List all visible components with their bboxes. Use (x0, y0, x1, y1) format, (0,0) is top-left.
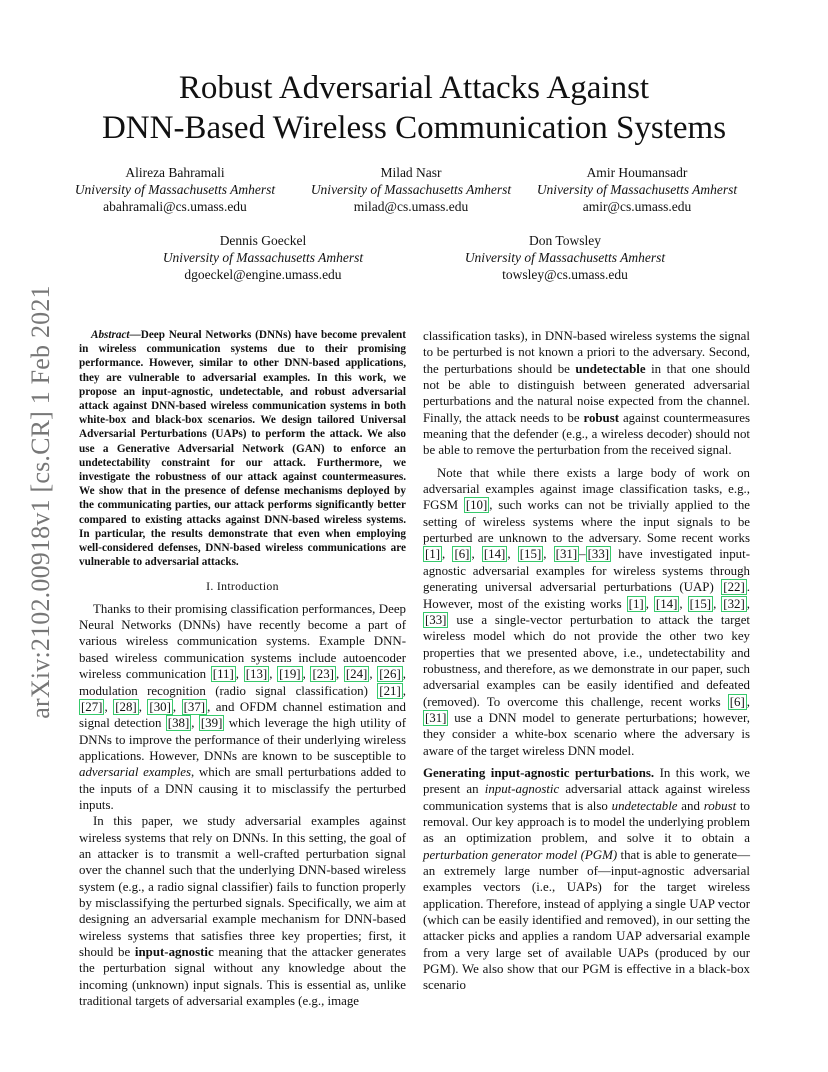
section-heading: I. Introduction (206, 579, 279, 594)
citation-link[interactable]: [10] (465, 498, 488, 513)
citation-link[interactable]: [15] (519, 547, 542, 562)
arxiv-id: arXiv:2102.00918v1 [cs.CR] 1 Feb 2021 (26, 285, 55, 719)
author-email: dgoeckel@engine.umass.edu (184, 267, 342, 282)
citation-link[interactable]: [15] (689, 596, 712, 611)
author-email: towsley@cs.umass.edu (502, 267, 628, 282)
citation-link[interactable]: [14] (655, 596, 678, 611)
author-name: Amir Houmansadr (586, 165, 688, 180)
author-affiliation: University of Massachusetts Amherst (310, 182, 512, 197)
citation-link[interactable]: [39] (200, 716, 223, 731)
paragraph-heading: Generating input-agnostic perturbations. (423, 765, 655, 780)
citation-link[interactable]: [31] (555, 547, 578, 562)
author-email: milad@cs.umass.edu (353, 199, 469, 214)
citation-link[interactable]: [26] (379, 667, 401, 682)
abstract (79, 328, 406, 569)
intro-paragraph-4: Generating input-agnostic perturbations. In this work, we present an input-agnostic adversarial attack against wireless communication systems that is also undetectable and robust to removal. Our key approach is to model the underlying problem as an optimization problem, and solve it to obtain a perturbation generator model (PGM) that is able to generate—an extremely large number of—input-agnostic adversarial examples vectors (i.e., UAPs) for the target wireless application. Therefore, instead of applying a single UAP vector (which can be easily identified and removed), in our setting the attacker picks and applies a random UAP adversarial example from a very large set of available UAPs (produced by our PGM). We also show that our PGM is effective in a black-box scenario (423, 765, 751, 993)
citation-link[interactable]: [1] (425, 547, 441, 562)
citation-link[interactable]: [28] (115, 699, 137, 714)
intro-paragraph-2: In this paper, we study adversarial examples against wireless systems that rely on DNNs. In this setting, the goal of an attacker is to transmit a well-crafted perturbation signal over the channel such that the underlying DNN-based wireless system (e.g., a radio signal classifier) fails to function properly by misclassifying the perturbed signals. Specifically, we aim at designing an adversarial example mechanism for DNN-based wireless systems that satisfies three key properties; first, it should be input-agnostic meaning that the attacker generates the perturbation signal without any knowledge about the incoming (unknown) input signals. This is essential as, unlike traditional targets of adversarial examples (e.g., image (79, 814, 406, 1009)
title-line-1: Robust Adversarial Attacks Against (178, 70, 650, 106)
author-block (445, 232, 685, 283)
right-column (423, 328, 750, 994)
arxiv-sidebar (20, 285, 62, 719)
abstract-text: —Deep Neural Networks (DNNs) have become prevalent in wireless communication systems due to their promising performance. However, similar to other DNN-based applications, they are vulnerable to adversarial examples. In this work, we propose an input-agnostic, undetectable, and robust adversarial attack against DNN-based wireless communication systems in both white-box and black-box scenarios. We design tailored Universal Adversarial Perturbations (UAPs) to perform the attack. We also use a Generative Adversarial Network (GAN) to enforce an undetectability constraint for our attack. Furthermore, we investigate the robustness of our attack against countermeasures. We show that in the presence of defense mechanisms deployed by the communicating parties, our attack performs significantly better compared to existing attacks against DNN-based wireless systems. In particular, the results demonstrate that even when employing well-considered defenses, DNN-based wireless communications are vulnerable to adversarial attacks. (79, 329, 406, 569)
citation-link[interactable]: [37] (183, 699, 206, 714)
citation-link[interactable]: [13] (245, 667, 268, 682)
citation-link[interactable]: [27] (81, 699, 103, 714)
intro-paragraph-1: Thanks to their promising classification performances, Deep Neural Networks (DNNs) have recently become a part of various wireless communication systems. Example DNN-based wireless communication systems include autoencoder wireless communication [11] , [13] , [19] , [23] , [24] , [26] , modulation recognition (radio signal classification) [21] , [27] , [28] , [30] , [37] , and OFDM channel estimation and signal detection [38] , [39] which leverage the high utility of DNNs to improve the performance of their underlying wireless applications. However, DNNs are known to be susceptible to adversarial examples, which are small perturbations added to the inputs of a DNN causing it to misclassify the perturbed inputs. (79, 601, 407, 812)
citation-link[interactable]: [31] (425, 710, 447, 725)
citation-link[interactable]: [19] (279, 667, 301, 682)
citation-link[interactable]: [11] (212, 667, 234, 682)
author-name: Don Towsley (529, 233, 601, 248)
citation-link[interactable]: [33] (587, 547, 610, 562)
author-block (55, 164, 295, 215)
citation-link[interactable]: [23] (312, 667, 334, 682)
citation-link[interactable]: [14] (483, 547, 506, 562)
author-block (291, 164, 531, 215)
author-affiliation: University of Massachusetts Amherst (536, 182, 738, 197)
intro-paragraph-3: Note that while there exists a large body of work on adversarial examples against image classification tasks, e.g., FGSM [10] , such works can not be trivially applied to the setting of wireless systems where the input signals to be perturbed are unknown to the adversary. Some recent works [1] , [6] , [14] , [15] , [31] – [33] have investigated input-agnostic adversarial examples for wireless systems through generating universal adversarial perturbations (UAP) [22] . However, most of the existing works [1] , [14] , [15] , [32] , [33] use a single-vector perturbation to attack the target wireless model which do not provide the other two key properties that we presented above, i.e., undetectability and robustness, and therefore, as we demonstrate in our paper, such adversarial examples can be easily identified and defeated (removed). To overcome this challenge, recent works [6] , [31] use a DNN model to generate perturbations; however, they consider a white-box scenario where the adversary is aware of the target wireless DNN model. (423, 465, 751, 758)
author-name: Alireza Bahramali (125, 165, 225, 180)
citation-link[interactable]: [30] (149, 699, 171, 714)
citation-link[interactable]: [6] (729, 694, 745, 709)
citation-link[interactable]: [6] (454, 547, 470, 562)
abstract-label: Abstract (91, 329, 130, 341)
author-name: Dennis Goeckel (219, 233, 307, 248)
author-affiliation: University of Massachusetts Amherst (464, 250, 666, 265)
author-email: amir@cs.umass.edu (582, 199, 692, 214)
author-affiliation: University of Massachusetts Amherst (162, 250, 364, 265)
author-block (143, 232, 383, 283)
author-block (517, 164, 757, 215)
citation-link[interactable]: [21] (379, 683, 401, 698)
author-affiliation: University of Massachusetts Amherst (74, 182, 276, 197)
citation-link[interactable]: [33] (425, 612, 447, 627)
citation-link[interactable]: [22] (723, 580, 745, 595)
left-column (79, 328, 406, 1009)
citation-link[interactable]: [1] (628, 596, 644, 611)
author-name: Milad Nasr (380, 165, 442, 180)
citation-link[interactable]: [32] (723, 596, 745, 611)
paper-title (60, 68, 768, 148)
citation-link[interactable]: [38] (167, 716, 190, 731)
author-email: abahramali@cs.umass.edu (103, 199, 247, 214)
title-line-2: DNN-Based Wireless Communication Systems (101, 110, 727, 146)
intro-paragraph-2-cont: classification tasks), in DNN-based wireless systems the signal to be perturbed is not known a priori to the adversary. Second, the perturbations should be undetectable in that one should not be able to distinguish between generated adversarial perturbations and the natural noise expected from the channel. Finally, the attack needs to be robust against countermeasures meaning that the defender (e.g., a wireless decoder) should not be able to remove the perturbation from the received signal. (423, 329, 750, 458)
citation-link[interactable]: [24] (345, 667, 368, 682)
